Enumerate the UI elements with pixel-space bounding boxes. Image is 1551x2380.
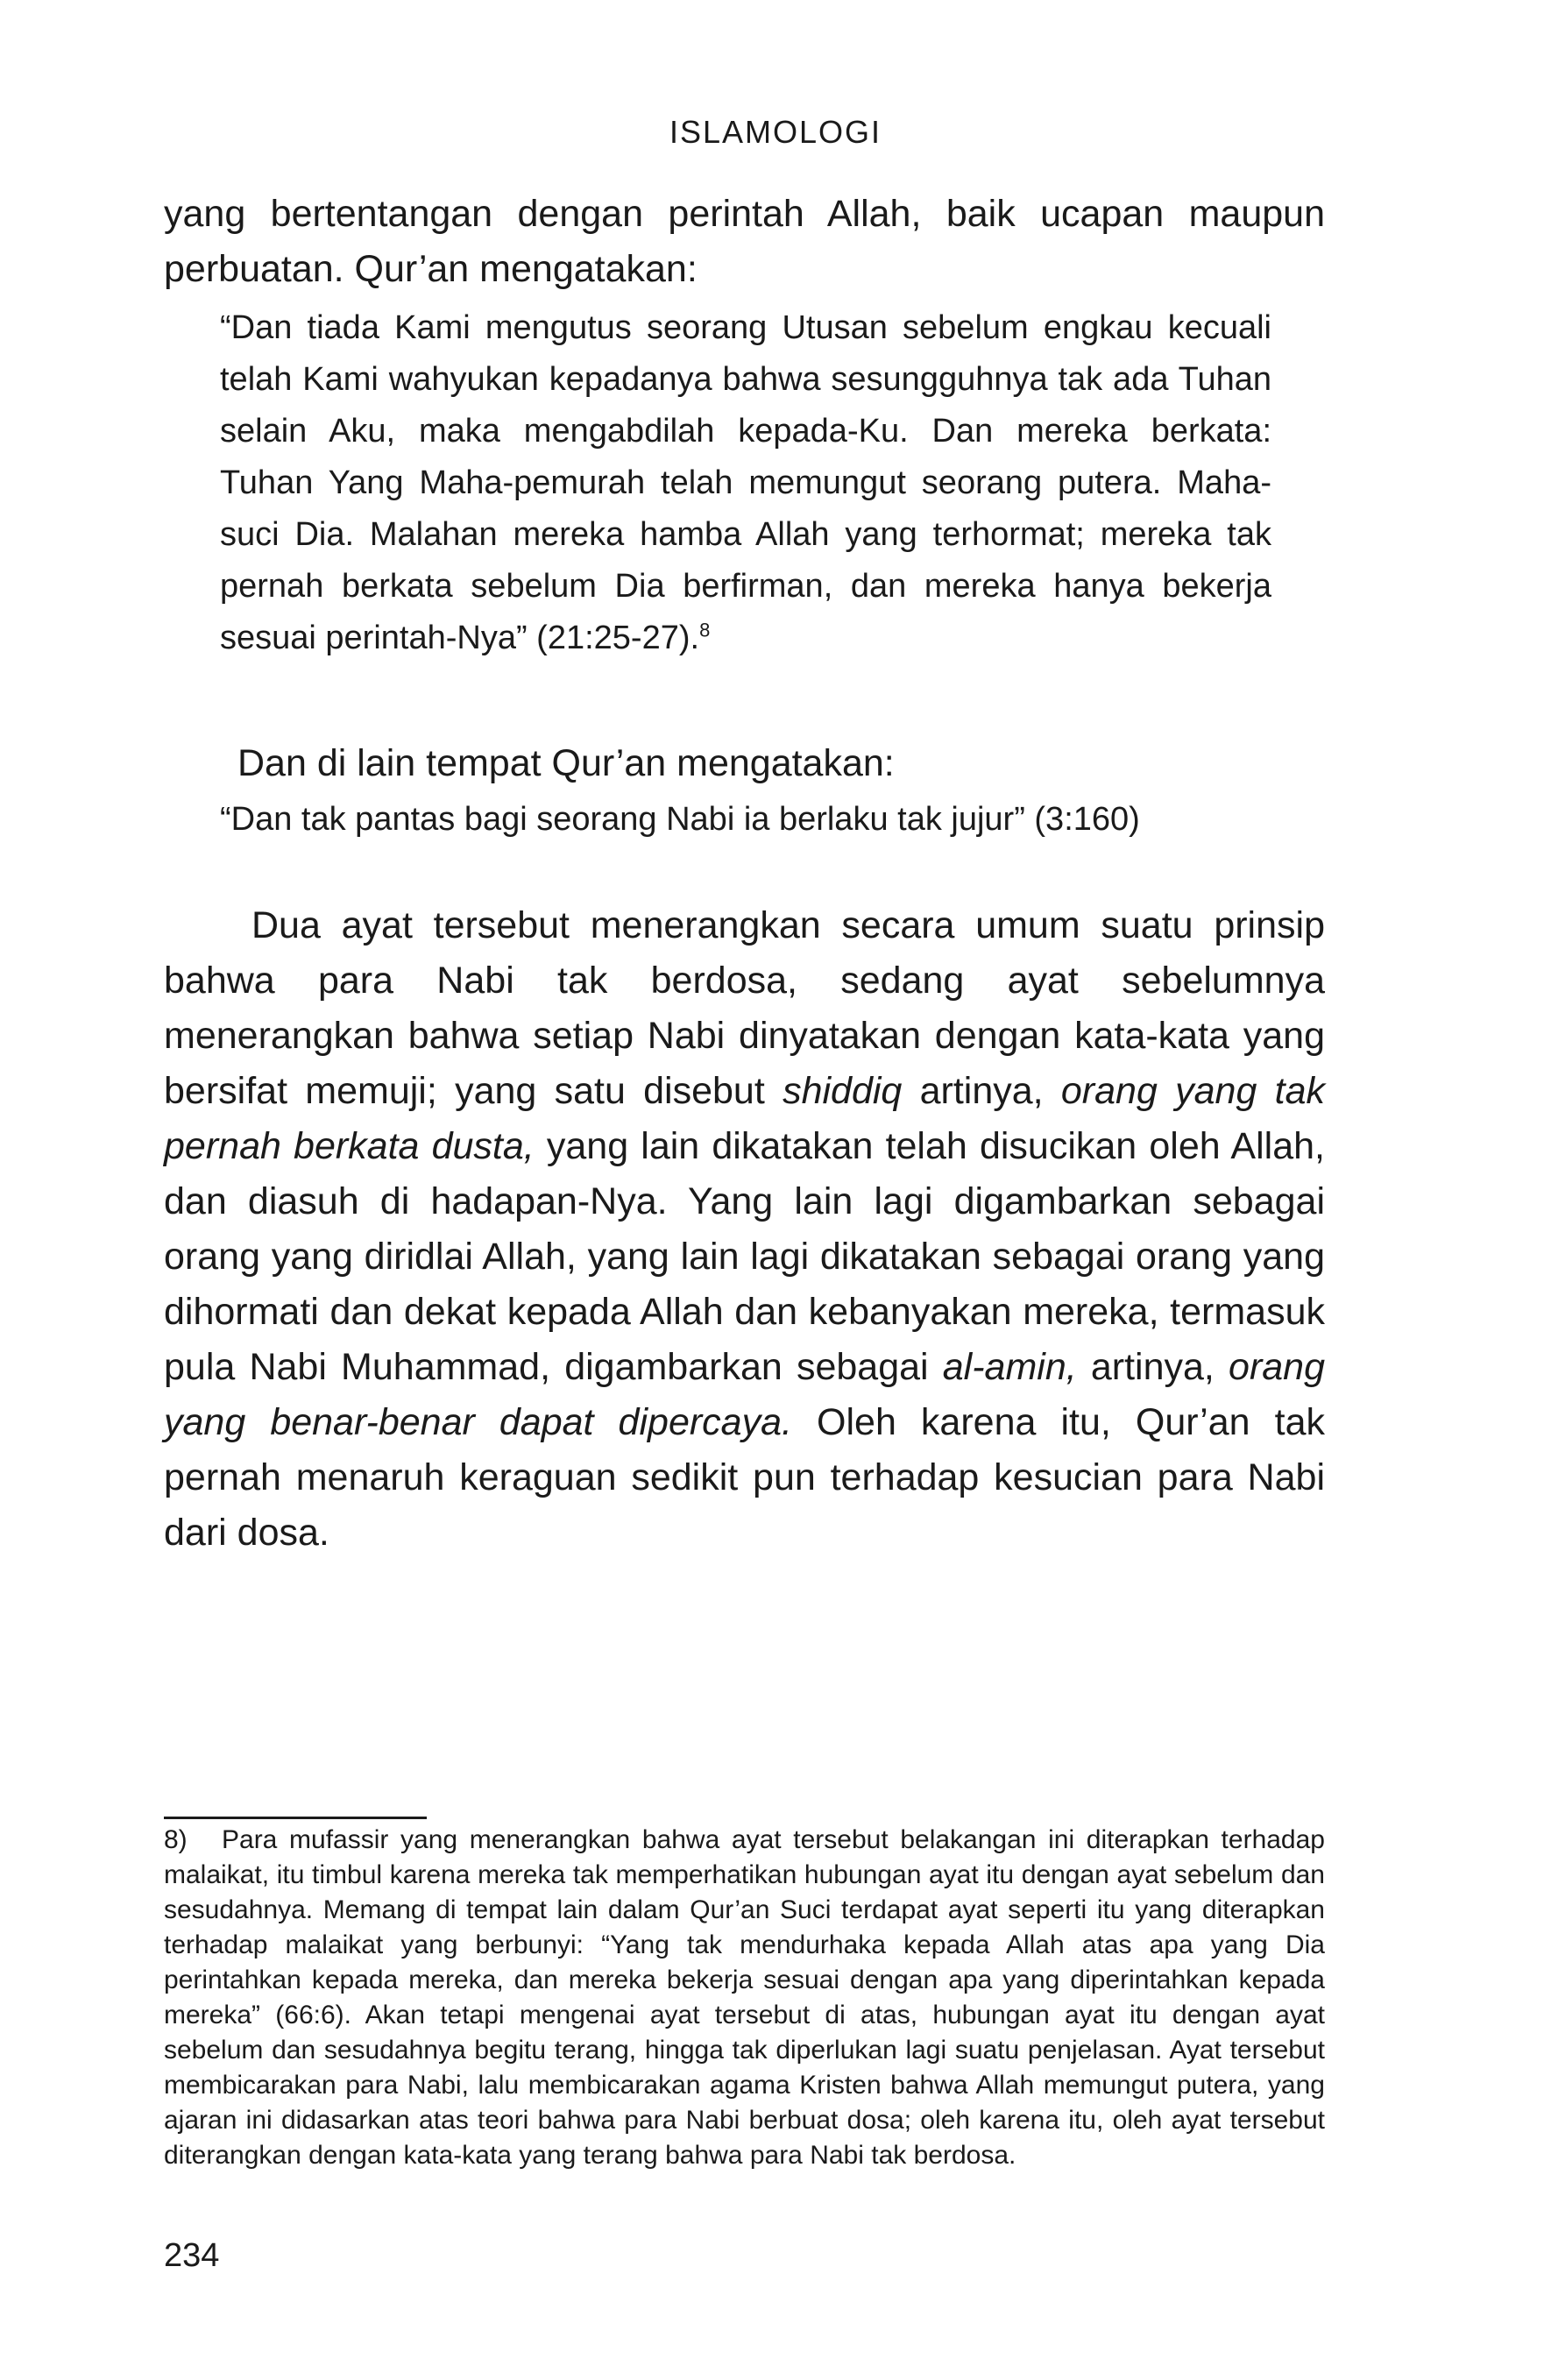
paragraph-main (164, 898, 1325, 1561)
footnote-divider (164, 1817, 427, 1819)
footnote-number: 8) (164, 1825, 188, 1854)
paragraph-intro (220, 736, 1271, 791)
paragraph-3-part-1: Dua ayat tersebut menerangkan secara umum suatu prinsip bahwa para Nabi tak berdosa, sedang ayat sebelumnya menerangkan bahwa setiap Nabi dinyatakan dengan kata-kata yang bersifat memuji; yang satu disebut (164, 904, 1325, 1112)
paragraph-3-part-5: Oleh karena itu, Qur’an tak pernah menaruh keraguan sedikit pun terhadap kesucian para Nabi dari dosa. (164, 1401, 1325, 1554)
quote-1-text: “Dan tiada Kami mengutus seorang Utusan sebelum engkau kecuali telah Kami wahyukan kepadanya bahwa sesungguhnya tak ada Tuhan selain Aku, maka mengabdilah kepada-Ku. Dan mereka berkata: Tuhan Yang Maha-pemurah telah memungut seorang putera. Maha-suci Dia. Malahan mereka hamba Allah yang terhormat; mereka tak pernah berkata sebelum Dia berfirman, dan mereka hanya bekerja sesuai perintah-Nya” (21:25-27). (220, 309, 1271, 656)
paragraph-1-text: yang bertentangan dengan perintah Allah, baik ucapan maupun perbuatan. Qur’an mengatakan: (164, 193, 1325, 290)
term-shiddiq: shiddiq (783, 1070, 903, 1112)
block-quote-2 (220, 794, 1271, 846)
paragraph-2-text: Dan di lain tempat Qur’an mengatakan: (237, 742, 895, 784)
paragraph-continuation (164, 187, 1325, 297)
footnote-reference: 8 (699, 619, 711, 641)
block-quote-1 (220, 302, 1271, 664)
paragraph-3-part-2: artinya, (902, 1070, 1061, 1112)
page-number: 234 (164, 2237, 220, 2274)
term-al-amin: al-amin, (942, 1346, 1077, 1388)
quote-2-text: “Dan tak pantas bagi seorang Nabi ia berlaku tak jujur” (3:160) (220, 801, 1140, 838)
meaning-shiddiq: orang yang tak pernah berkata dusta, (164, 1070, 1325, 1167)
paragraph-3-part-4: artinya, (1076, 1346, 1229, 1388)
running-header: ISLAMOLOGI (669, 114, 882, 150)
footnote-text: Para mufassir yang menerangkan bahwa ayat tersebut belakangan ini diterapkan terhadap malaikat, itu timbul karena mereka tak memperhatikan hubungan ayat itu dengan ayat sebelum dan sesudahnya. Memang di tempat lain dalam Qur’an Suci terdapat ayat seperti itu yang diterapkan terhadap malaikat yang berbunyi: “Yang tak mendurhaka kepada Allah atas apa yang Dia perintahkan kepada mereka, dan mereka bekerja sesuai dengan apa yang diperintahkan kepada mereka” (66:6). Akan tetapi mengenai ayat tersebut di atas, hubungan ayat itu dengan ayat sebelum dan sesudahnya begitu terang, hingga tak diperlukan lagi suatu penjelasan. Ayat tersebut membicarakan para Nabi, lalu membicarakan agama Kristen bahwa Allah memungut putera, yang ajaran ini didasarkan atas teori bahwa para Nabi berbuat dosa; oleh karena itu, oleh ayat tersebut diterangkan dengan kata-kata yang terang bahwa para Nabi tak berdosa. (164, 1825, 1325, 2170)
meaning-al-amin: orang yang benar-benar dapat dipercaya. (164, 1346, 1326, 1443)
paragraph-3-part-3: yang lain dikatakan telah disucikan oleh Allah, dan diasuh di hadapan-Nya. Yang lain lagi digambarkan sebagai orang yang diridlai Allah, yang lain lagi dikatakan sebagai orang yang dihormati dan dekat kepada Allah dan kebanyakan mereka, termasuk pula Nabi Muhammad, digambarkan sebagai (164, 1125, 1325, 1388)
footnote (164, 1823, 1325, 2173)
